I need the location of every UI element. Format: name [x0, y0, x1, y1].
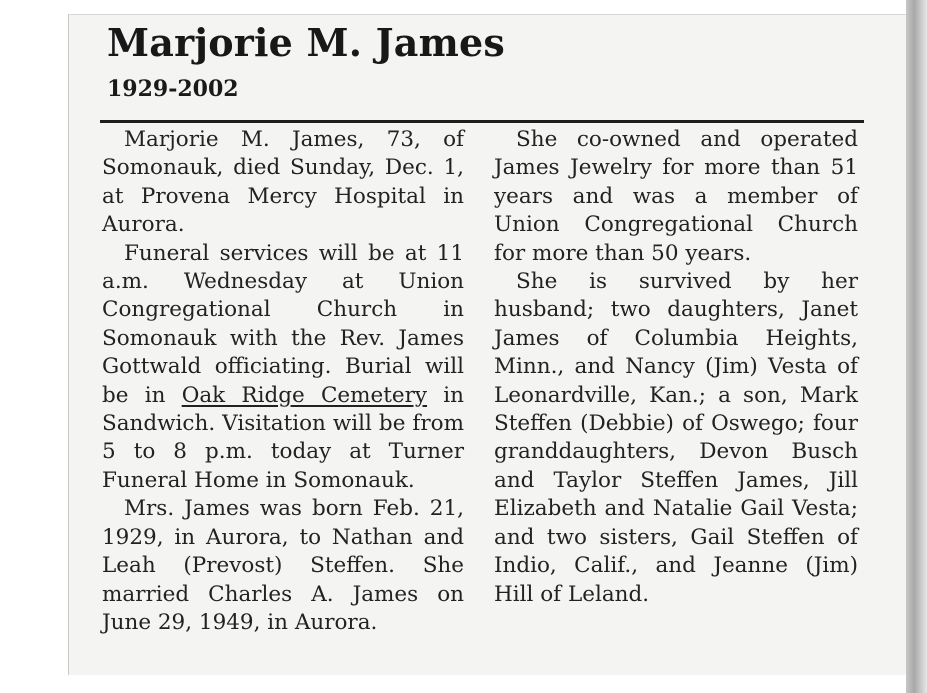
obituary-headline: Marjorie M. James: [107, 20, 505, 65]
paragraph-services: [102, 240, 464, 496]
paragraph-birth-marriage: Mrs. James was born Feb. 21, 1929, in Aurora, to Nathan and Leah (Prevost) Steffen. She married Charles A. James on June 29, 1949, in Aurora.: [102, 496, 464, 635]
services-text-cont: in Sandwich. Visitation will be from 5 to 8 p.m. today at Turner Funeral Home in Somonauk.: [102, 382, 464, 493]
left-column: [102, 126, 464, 637]
obituary-years: 1929-2002: [107, 76, 239, 102]
paragraph-career: She co-owned and operated James Jewelry for more than 51 years and was a member of Union Congregational Church for more than 50 years.: [494, 127, 858, 266]
paragraph-death-notice: Marjorie M. James, 73, of Somonauk, died Sunday, Dec. 1, at Provena Mercy Hospital in Aurora.: [102, 127, 464, 238]
scan-edge-shadow: [906, 0, 927, 693]
cemetery-name: Oak Ridge Cemetery: [181, 382, 428, 408]
right-column: [494, 126, 858, 609]
paragraph-survivors: She is survived by her husband; two daughters, Janet James of Columbia Heights, Minn., and Nancy (Jim) Vesta of Leonardville, Kan.; a son, Mark Steffen (Debbie) of Oswego; four granddaughters, Devon Busch and Taylor Steffen James, Jill Elizabeth and Natalie Gail Vesta; and two sisters, Gail Steffen of Indio, Calif., and Jeanne (Jim) Hill of Leland.: [494, 269, 858, 607]
headline-rule: [100, 120, 864, 123]
services-text: Funeral services will be at 11 a.m. Wednesday at Union Congregational Church in Somonauk with the Rev. James Gottwald officiating. Burial will be in: [102, 240, 464, 408]
